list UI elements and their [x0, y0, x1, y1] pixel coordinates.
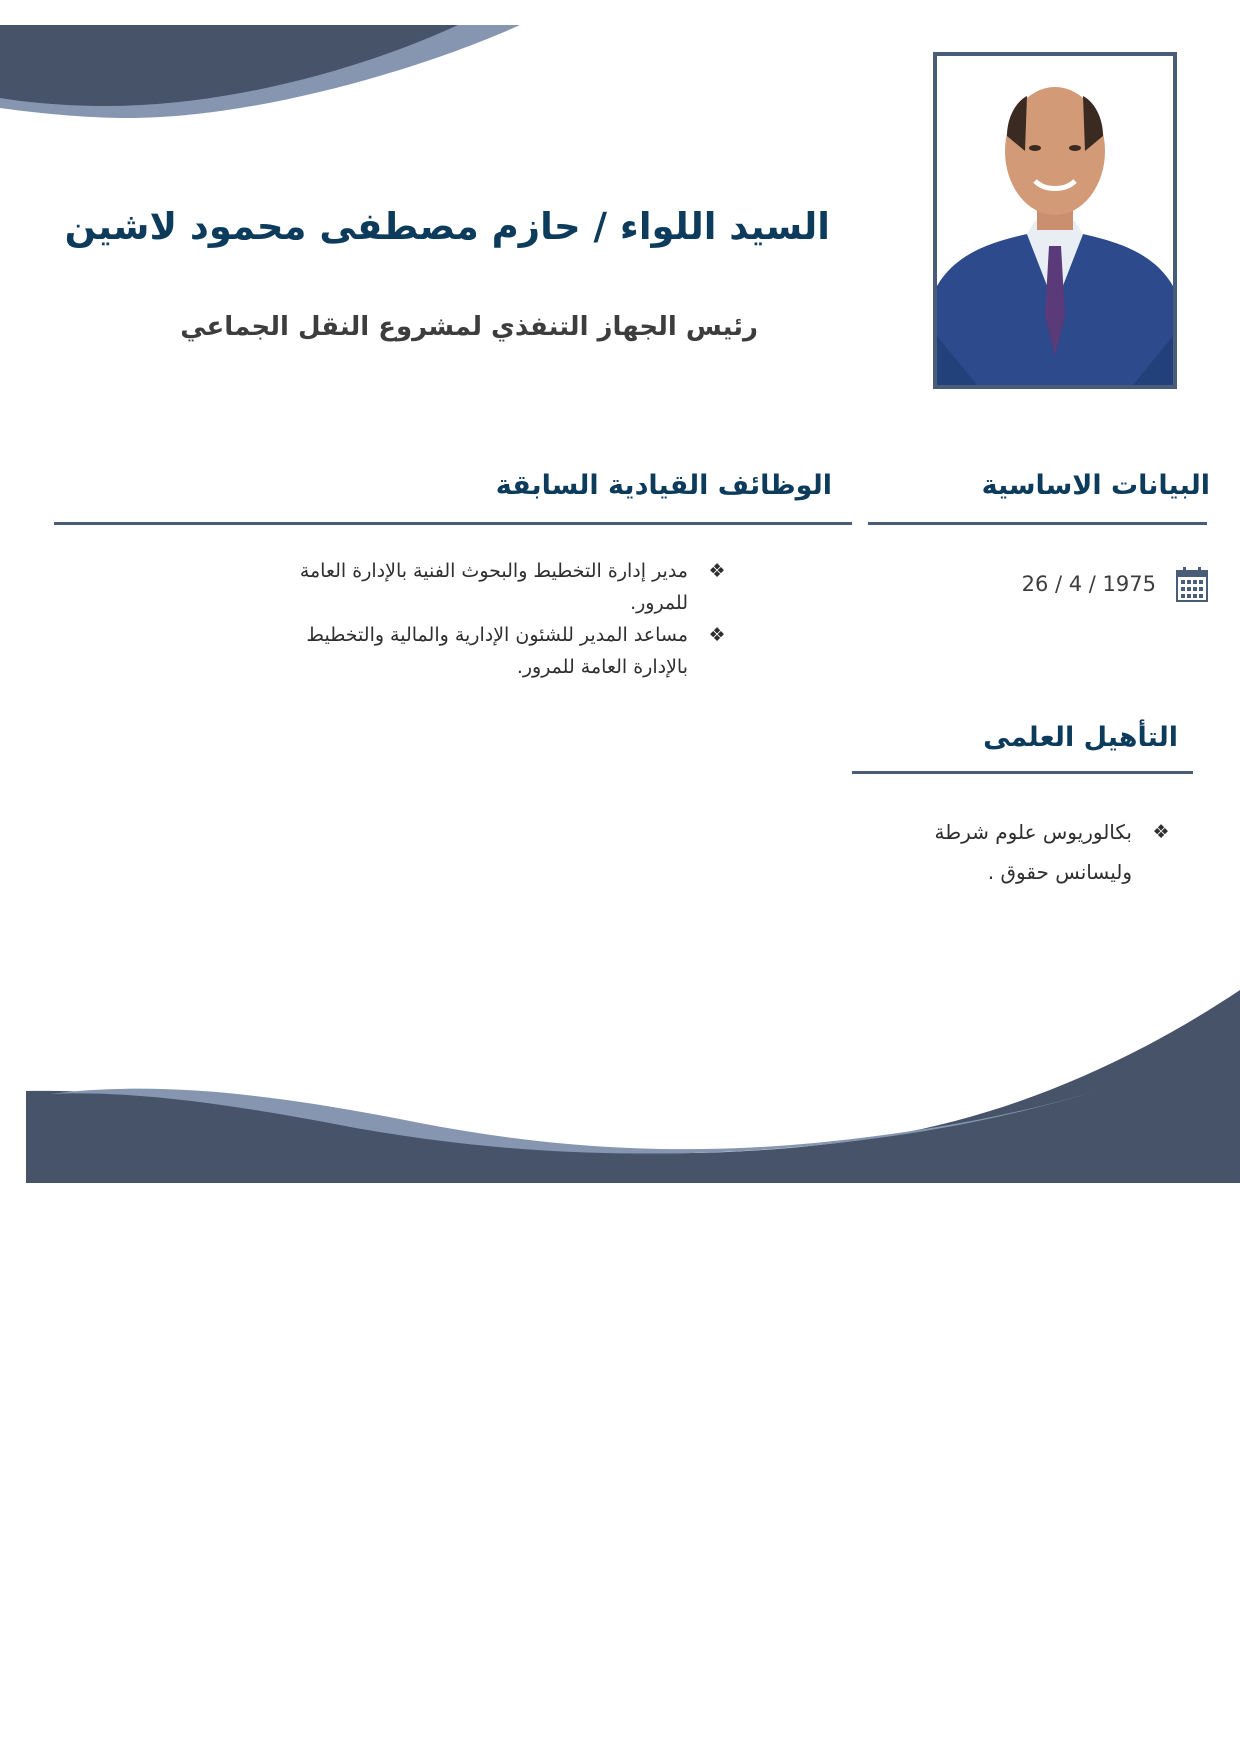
- education-divider: [852, 771, 1193, 774]
- list-item: [288, 555, 728, 619]
- profile-photo: [933, 52, 1177, 389]
- date-of-birth: 26 / 4 / 1975: [1021, 572, 1156, 596]
- top-wave-decoration: [0, 0, 540, 130]
- basic-data-divider: [868, 522, 1207, 525]
- basic-data-heading: البيانات الاساسية: [981, 470, 1210, 501]
- diamond-bullet-icon: ❖: [708, 560, 726, 582]
- job-text: مدير إدارة التخطيط والبحوث الفنية بالإدارة العامة للمرور.: [299, 560, 688, 614]
- education-list: [872, 812, 1172, 892]
- list-item: [872, 812, 1172, 892]
- calendar-icon: [1176, 566, 1208, 602]
- job-text: مساعد المدير للشئون الإدارية والمالية والتخطيط بالإدارة العامة للمرور.: [306, 624, 688, 678]
- diamond-bullet-icon: ❖: [708, 624, 726, 646]
- jobs-divider: [54, 522, 852, 525]
- person-name: السيد اللواء / حازم مصطفى محمود لاشين: [64, 205, 830, 248]
- diamond-bullet-icon: ❖: [1152, 821, 1170, 843]
- bottom-wave-decoration: [0, 990, 1240, 1190]
- list-item: [288, 619, 728, 683]
- person-role: رئيس الجهاز التنفذي لمشروع النقل الجماعي: [180, 312, 758, 342]
- education-heading: التأهيل العلمى: [983, 722, 1178, 753]
- jobs-list: [288, 555, 728, 683]
- education-text: بكالوريوس علوم شرطة وليسانس حقوق .: [934, 820, 1132, 884]
- jobs-heading: الوظائف القيادية السابقة: [495, 470, 832, 501]
